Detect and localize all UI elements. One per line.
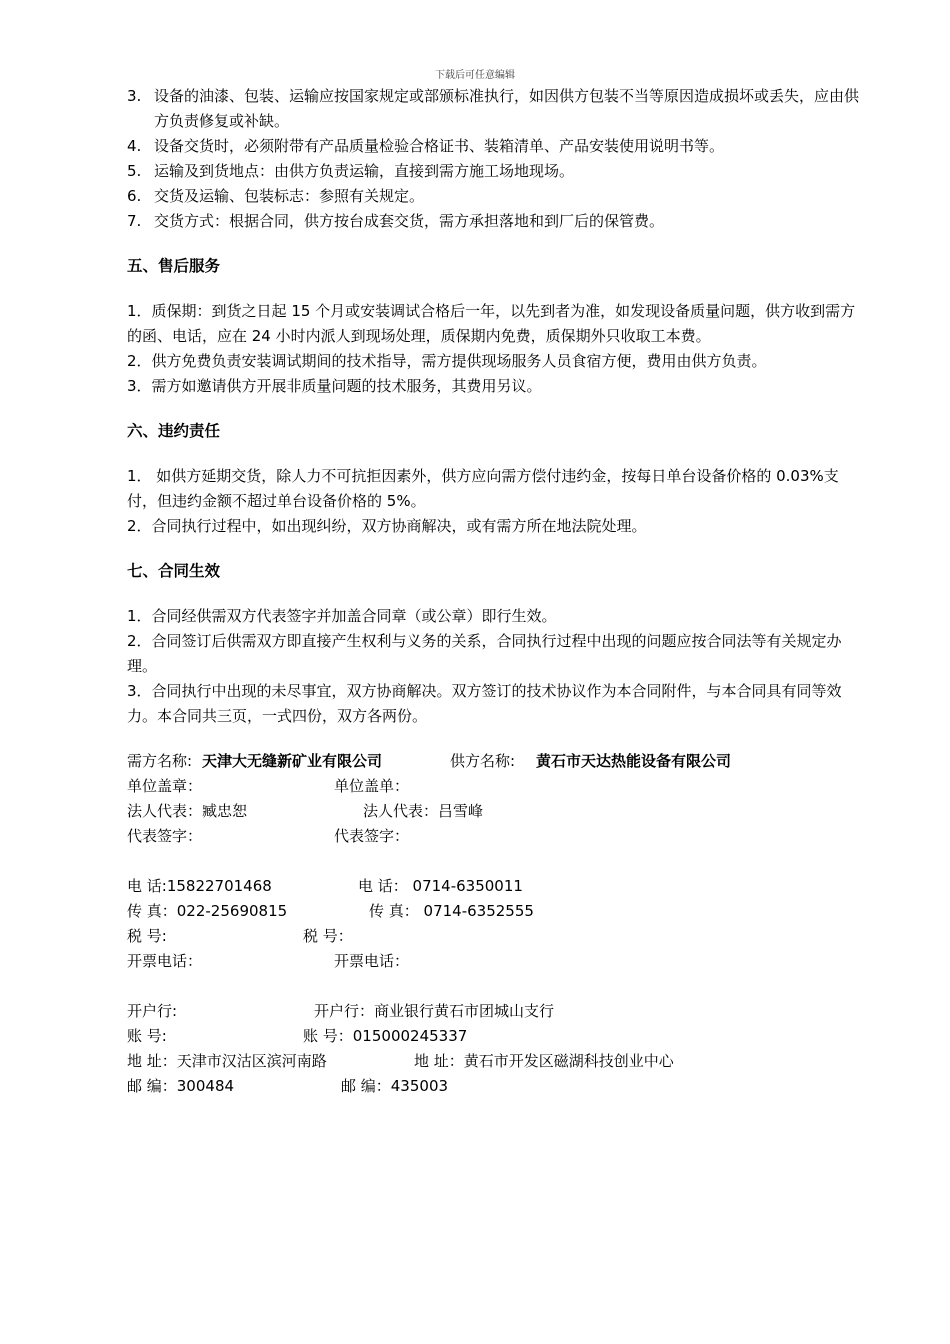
seller-tax-number: 税 号： xyxy=(303,927,353,945)
liability-item: 2．合同执行过程中，如出现纠纷，双方协商解决，或有需方所在地法院处理。 xyxy=(127,517,647,535)
buyer-account: 账 号: xyxy=(127,1027,167,1045)
seller-fax: 传 真： 0714-6352555 xyxy=(369,902,534,920)
buyer-invoice-phone: 开票电话： xyxy=(127,952,203,970)
buyer-tax-number: 税 号: xyxy=(127,927,167,945)
effect-item: 3．合同执行中出现的未尽事宜，双方协商解决。双方签订的技术协议作为本合同附件，与本合同具有同等效力。本合同共三页，一式四份，双方各两份。 xyxy=(127,682,842,725)
buyer-name-label: 需方名称: xyxy=(127,752,193,770)
buyer-representative: 法人代表：臧忠恕 xyxy=(127,802,248,820)
fax-row xyxy=(127,899,867,924)
address-row xyxy=(127,1049,867,1074)
contract-document xyxy=(127,84,867,1099)
section-title-liability: 六、违约责任 xyxy=(127,422,221,440)
seller-seal: 单位盖单： xyxy=(334,777,410,795)
item-number: 6. xyxy=(127,187,142,205)
seller-phone: 电 话： 0714-6350011 xyxy=(358,877,523,895)
party-names-row xyxy=(127,749,867,774)
item-number: 7. xyxy=(127,212,142,230)
item-number: 5. xyxy=(127,162,142,180)
seal-row xyxy=(127,774,867,799)
effect-item: 1．合同经供需双方代表签字并加盖合同章（或公章）即行生效。 xyxy=(127,607,557,625)
seller-bank: 开户行：商业银行黄石市团城山支行 xyxy=(314,1002,555,1020)
representative-row xyxy=(127,799,867,824)
account-row xyxy=(127,1024,867,1049)
header-note: 下载后可任意编辑 xyxy=(435,70,515,81)
tax-row xyxy=(127,924,867,949)
buyer-address: 地 址：天津市汉沽区滨河南路 xyxy=(127,1052,327,1070)
list-item xyxy=(127,159,867,184)
phone-row xyxy=(127,874,867,899)
after-sales-item: 3．需方如邀请供方开展非质量问题的技术服务，其费用另议。 xyxy=(127,377,542,395)
effect-item: 2．合同签订后供需双方即直接产生权利与义务的关系，合同执行过程中出现的问题应按合同法等有关规定办理。 xyxy=(127,632,842,675)
item-text: 运输及到货地点：由供方负责运输，直接到需方施工场地现场。 xyxy=(154,162,575,180)
seller-postcode: 邮 编：435003 xyxy=(341,1077,449,1095)
item-number: 4. xyxy=(127,137,142,155)
seller-name: 黄石市天达热能设备有限公司 xyxy=(536,752,732,770)
buyer-signature: 代表签字： xyxy=(127,827,203,845)
item-number: 3. xyxy=(127,87,142,105)
item-text: 设备的油漆、包装、运输应按国家规定或部颁标准执行，如因供方包装不当等原因造成损坏或丢失，应由供方负责修复或补缺。 xyxy=(154,87,860,130)
seller-address: 地 址：黄石市开发区磁湖科技创业中心 xyxy=(414,1052,674,1070)
buyer-fax: 传 真：022-25690815 xyxy=(127,902,288,920)
buyer-phone: 电 话:15822701468 xyxy=(127,877,272,895)
section-title-after-sales: 五、售后服务 xyxy=(127,257,221,275)
bank-row xyxy=(127,999,867,1024)
seller-signature: 代表签字： xyxy=(334,827,410,845)
sign-row xyxy=(127,824,867,849)
liability-item: 1． 如供方延期交货，除人力不可抗拒因素外，供方应向需方偿付违约金，按每日单台设备价格的 0.03%支付，但违约金额不超过单台设备价格的 5%。 xyxy=(127,467,839,510)
list-item xyxy=(127,209,867,234)
delivery-list xyxy=(127,84,867,234)
item-text: 交货方式：根据合同，供方按台成套交货，需方承担落地和到厂后的保管费。 xyxy=(154,212,665,230)
buyer-seal: 单位盖章： xyxy=(127,777,203,795)
invoice-phone-row xyxy=(127,949,867,974)
list-item xyxy=(127,184,867,209)
postcode-row xyxy=(127,1074,867,1099)
after-sales-item: 2．供方免费负责安装调试期间的技术指导，需方提供现场服务人员食宿方便，费用由供方负责。 xyxy=(127,352,767,370)
seller-name-label: 供方名称: xyxy=(450,752,516,770)
signature-block xyxy=(127,749,867,1099)
item-text: 设备交货时，必须附带有产品质量检验合格证书、装箱清单、产品安装使用说明书等。 xyxy=(154,137,725,155)
item-text: 交货及运输、包装标志：参照有关规定。 xyxy=(154,187,425,205)
list-item xyxy=(127,134,867,159)
buyer-postcode: 邮 编：300484 xyxy=(127,1077,235,1095)
buyer-name: 天津大无缝新矿业有限公司 xyxy=(202,752,383,770)
seller-account: 账 号：015000245337 xyxy=(303,1027,468,1045)
after-sales-item: 1．质保期：到货之日起 15 个月或安装调试合格后一年，以先到者为准，如发现设备质量问题，供方收到需方的函、电话，应在 24 小时内派人到现场处理，质保期内免费，质保期外只收取工本费。 xyxy=(127,302,856,345)
list-item xyxy=(127,84,867,134)
section-title-effect: 七、合同生效 xyxy=(127,562,221,580)
seller-invoice-phone: 开票电话： xyxy=(334,952,410,970)
seller-representative: 法人代表：吕雪峰 xyxy=(363,802,484,820)
buyer-bank: 开户行: xyxy=(127,1002,178,1020)
